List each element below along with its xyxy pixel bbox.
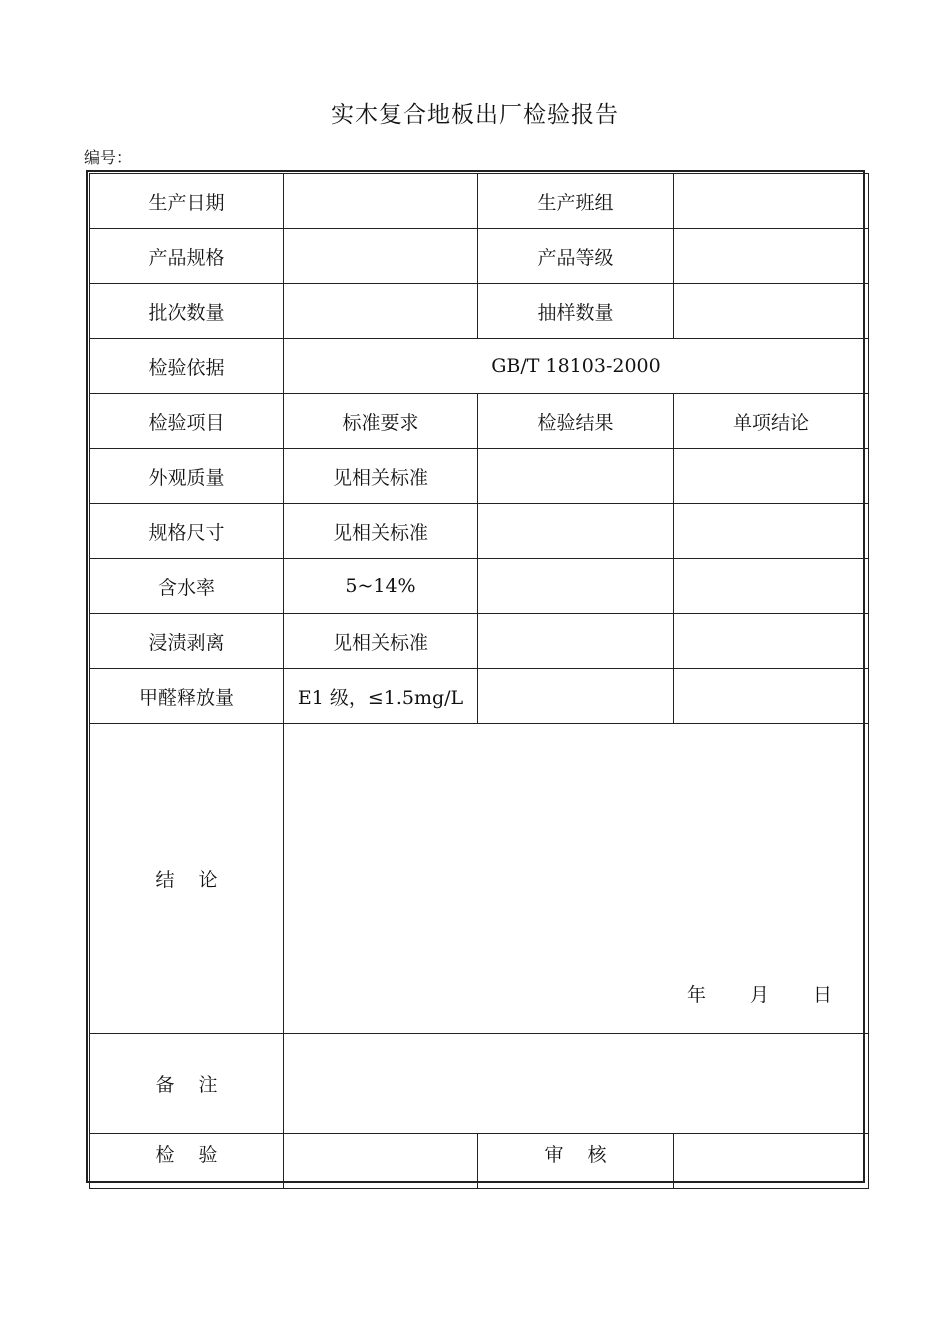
item-standard: 见相关标准 — [284, 504, 478, 559]
item-name: 规格尺寸 — [90, 504, 284, 559]
item-standard: 5~14% — [284, 559, 478, 614]
table-row — [90, 504, 869, 559]
inspector-field[interactable] — [284, 1134, 478, 1189]
production-team-field[interactable] — [674, 174, 869, 229]
table-row — [90, 229, 869, 284]
item-result-field[interactable] — [478, 504, 674, 559]
item-name: 外观质量 — [90, 449, 284, 504]
month-label: 月 — [749, 984, 769, 1006]
reviewer-field[interactable] — [674, 1134, 869, 1189]
table-row — [90, 614, 869, 669]
remarks-label: 备 注 — [90, 1034, 284, 1134]
sample-qty-label: 抽样数量 — [478, 284, 674, 339]
item-name: 浸渍剥离 — [90, 614, 284, 669]
table-header-row — [90, 394, 869, 449]
reviewer-label: 审 核 — [478, 1134, 674, 1189]
day-label: 日 — [812, 984, 832, 1006]
header-conclusion: 单项结论 — [674, 394, 869, 449]
table-row — [90, 174, 869, 229]
production-team-label: 生产班组 — [478, 174, 674, 229]
header-result: 检验结果 — [478, 394, 674, 449]
item-conclusion-field[interactable] — [674, 559, 869, 614]
year-label: 年 — [686, 984, 706, 1006]
basis-label: 检验依据 — [90, 339, 284, 394]
conclusion-label — [90, 724, 284, 1034]
item-name: 含水率 — [90, 559, 284, 614]
conclusion-field[interactable] — [284, 724, 869, 1034]
inspection-table — [89, 173, 869, 1189]
product-spec-label: 产品规格 — [90, 229, 284, 284]
item-result-field[interactable] — [478, 614, 674, 669]
table-row — [90, 559, 869, 614]
conclusion-row — [90, 724, 869, 1034]
item-result-field[interactable] — [478, 559, 674, 614]
basis-value: GB/T 18103-2000 — [284, 339, 869, 394]
remarks-row — [90, 1034, 869, 1134]
item-standard: E1 级，≤1.5mg/L — [284, 669, 478, 724]
conclusion-label-text: 结 论 — [155, 869, 218, 891]
product-grade-field[interactable] — [674, 229, 869, 284]
signature-row — [90, 1134, 869, 1189]
item-conclusion-field[interactable] — [674, 449, 869, 504]
date-line — [687, 980, 832, 1007]
item-name: 甲醛释放量 — [90, 669, 284, 724]
production-date-label: 生产日期 — [90, 174, 284, 229]
production-date-field[interactable] — [284, 174, 478, 229]
item-standard: 见相关标准 — [284, 614, 478, 669]
batch-qty-field[interactable] — [284, 284, 478, 339]
product-grade-label: 产品等级 — [478, 229, 674, 284]
table-row — [90, 339, 869, 394]
item-conclusion-field[interactable] — [674, 614, 869, 669]
inspector-label: 检 验 — [90, 1134, 284, 1189]
table-row — [90, 449, 869, 504]
item-standard: 见相关标准 — [284, 449, 478, 504]
sample-qty-field[interactable] — [674, 284, 869, 339]
item-conclusion-field[interactable] — [674, 504, 869, 559]
table-row — [90, 284, 869, 339]
header-item: 检验项目 — [90, 394, 284, 449]
batch-qty-label: 批次数量 — [90, 284, 284, 339]
table-row — [90, 669, 869, 724]
remarks-field[interactable] — [284, 1034, 869, 1134]
product-spec-field[interactable] — [284, 229, 478, 284]
item-conclusion-field[interactable] — [674, 669, 869, 724]
report-title: 实木复合地板出厂检验报告 — [331, 102, 619, 128]
item-result-field[interactable] — [478, 669, 674, 724]
number-label: 编号： — [84, 148, 133, 167]
header-standard: 标准要求 — [284, 394, 478, 449]
item-result-field[interactable] — [478, 449, 674, 504]
